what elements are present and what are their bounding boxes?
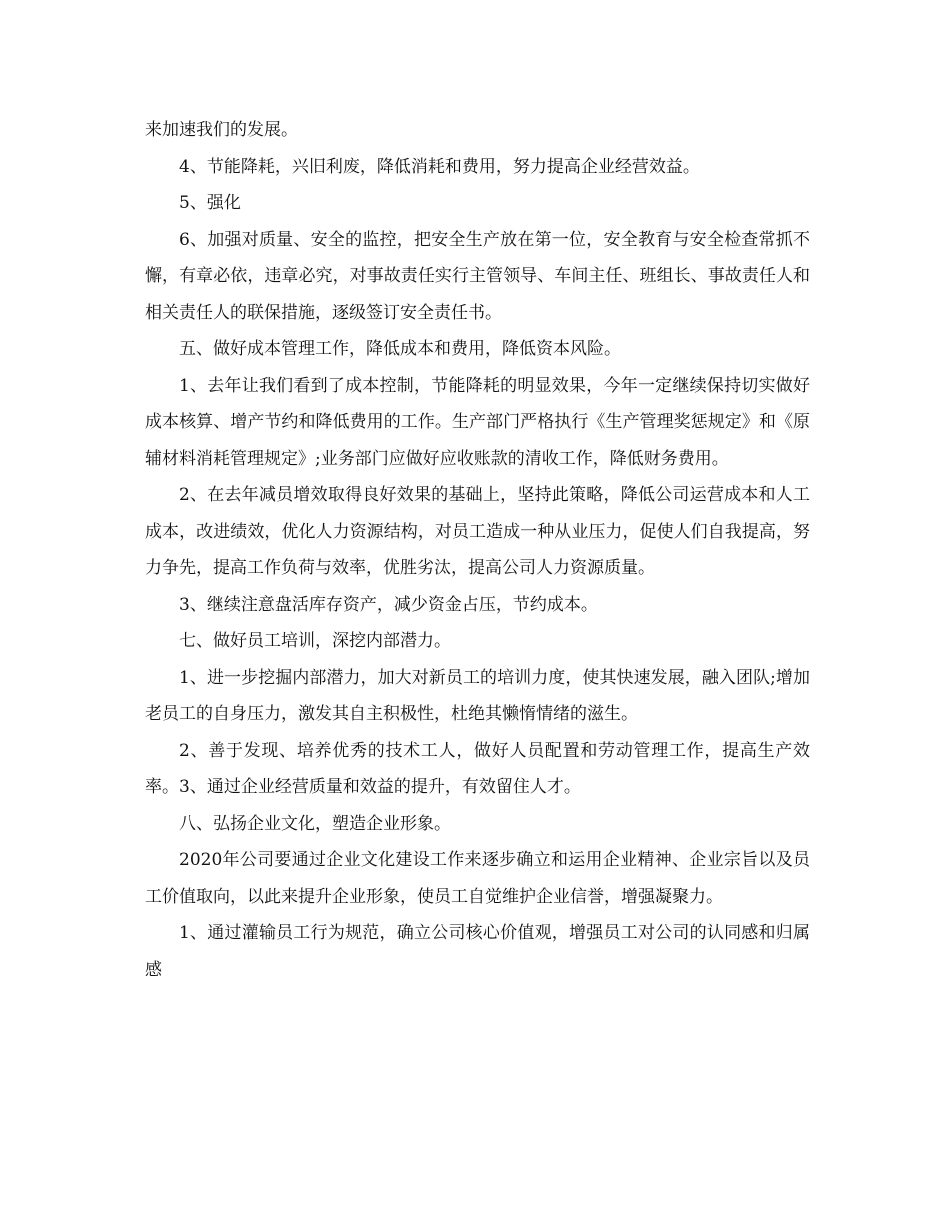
paragraph-item-5: 5、强化 (179, 193, 241, 213)
paragraph-culture-1: 1、通过灌输员工行为规范，确立公司核心价值观，增强员工对公司的认同感和归属感 (145, 923, 810, 980)
section-heading-8: 八、弘扬企业文化，塑造企业形象。 (179, 813, 451, 834)
section-heading-7: 七、做好员工培训，深挖内部潜力。 (179, 631, 451, 651)
paragraph-culture-intro: 2020年公司要通过企业文化建设工作来逐步确立和运用企业精神、企业宗旨以及员工价值取向，以此来提升企业形象，使员工自觉维护企业信誉，增强凝聚力。 (145, 850, 810, 907)
document-body (145, 112, 810, 988)
section-heading-5: 五、做好成本管理工作，降低成本和费用，降低资本风险。 (179, 339, 621, 359)
paragraph-training-2: 2、善于发现、培养优秀的技术工人，做好人员配置和劳动管理工作，提高生产效率。3、通过企业经营质量和效益的提升，有效留住人才。 (145, 740, 810, 797)
paragraph-item-6: 6、加强对质量、安全的监控，把安全生产放在第一位，安全教育与安全检查常抓不懈，有章必依，违章必究，对事故责任实行主管领导、车间主任、班组长、事故责任人和相关责任人的联保措施，逐级签订安全责任书。 (145, 229, 810, 323)
paragraph-training-1: 1、进一步挖掘内部潜力，加大对新员工的培训力度，使其快速发展，融入团队;增加老员工的自身压力，激发其自主积极性，杜绝其懒惰情绪的滋生。 (145, 667, 810, 724)
paragraph-continuation: 来加速我们的发展。 (145, 120, 298, 140)
paragraph-cost-1: 1、去年让我们看到了成本控制，节能降耗的明显效果，今年一定继续保持切实做好成本核算、增产节约和降低费用的工作。生产部门严格执行《生产管理奖惩规定》和《原辅材料消耗管理规定》;业务部门应做好应收账款的清收工作，降低财务费用。 (145, 375, 810, 469)
paragraph-cost-2: 2、在去年减员增效取得良好效果的基础上，坚持此策略，降低公司运营成本和人工成本，改进绩效，优化人力资源结构，对员工造成一种从业压力，促使人们自我提高，努力争先，提高工作负荷与效率，优胜劣汰，提高公司人力资源质量。 (145, 485, 810, 578)
paragraph-cost-3: 3、继续注意盘活库存资产，减少资金占压，节约成本。 (179, 594, 598, 615)
paragraph-item-4: 4、节能降耗，兴旧利废，降低消耗和费用，努力提高企业经营效益。 (179, 156, 700, 177)
